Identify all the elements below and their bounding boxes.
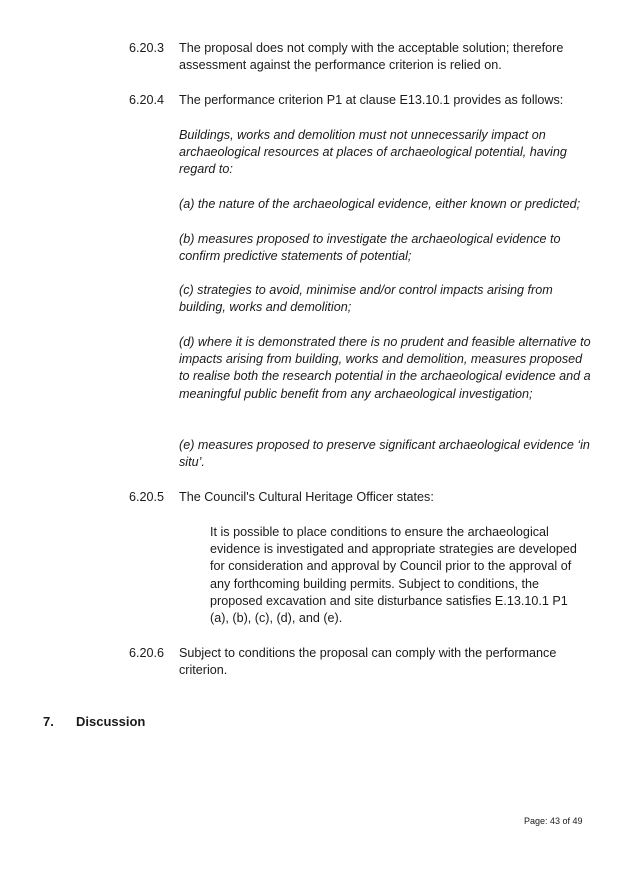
- paragraph-number: 6.20.4: [129, 93, 165, 107]
- section-title: Discussion: [76, 714, 146, 729]
- paragraph-text: Subject to conditions the proposal can comply with the performance criterion.: [179, 646, 557, 678]
- page-number: Page: 43 of 49: [524, 816, 583, 826]
- paragraph-text: The Council's Cultural Heritage Officer states:: [179, 490, 434, 504]
- paragraph-number: 6.20.6: [129, 646, 165, 660]
- paragraph-number: 6.20.5: [129, 490, 165, 504]
- paragraph-number: 6.20.3: [129, 41, 165, 55]
- criterion-item-a: (a) the nature of the archaeological evidence, either known or predicted;: [179, 197, 581, 211]
- criterion-item-b: (b) measures proposed to investigate the archaeological evidence to confirm predictive statements of potential;: [179, 232, 561, 264]
- criterion-intro: Buildings, works and demolition must not unnecessarily impact on archaeological resources at places of archaeological potential, having regard to:: [179, 128, 567, 177]
- criterion-item-d: (d) where it is demonstrated there is no prudent and feasible alternative to impacts arising from building, works and demolition, measures proposed to realise both the research potential in the archaeological evidence and a meaningful public benefit from any archaeological investigation;: [179, 335, 591, 401]
- criterion-item-c: (c) strategies to avoid, minimise and/or control impacts arising from building, works and demolition;: [179, 283, 553, 315]
- officer-quote: It is possible to place conditions to ensure the archaeological evidence is investigated and appropriate strategies are developed for consideration and approval by Council prior to the approval of any forthcoming building permits. Subject to conditions, the proposed excavation and site disturbance satisfies E.13.10.1 P1 (a), (b), (c), (d), and (e).: [210, 525, 577, 626]
- paragraph-text: The proposal does not comply with the acceptable solution; therefore assessment against the performance criterion is relied on.: [179, 41, 564, 73]
- criterion-item-e: (e) measures proposed to preserve significant archaeological evidence ‘in situ’.: [179, 438, 590, 470]
- section-number: 7.: [43, 714, 54, 729]
- paragraph-text: The performance criterion P1 at clause E13.10.1 provides as follows:: [179, 93, 564, 107]
